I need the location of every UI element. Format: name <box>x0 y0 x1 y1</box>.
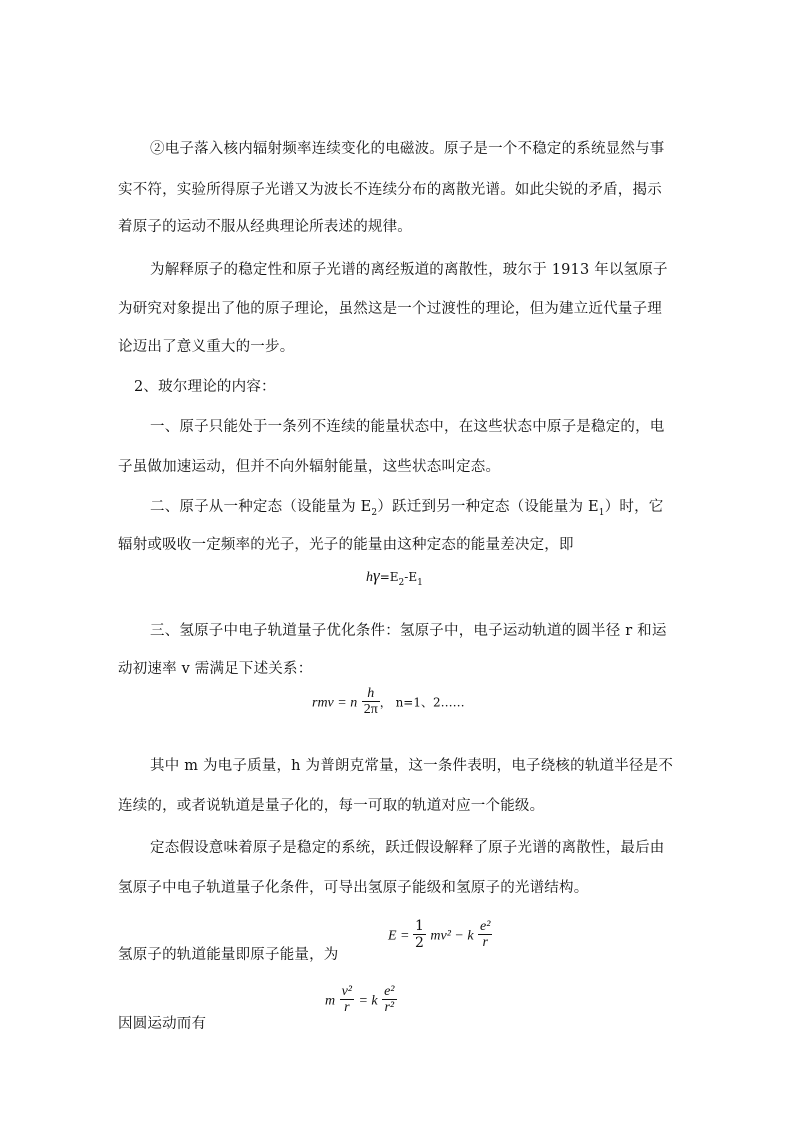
denominator: r <box>344 1000 350 1016</box>
fraction <box>340 984 354 1017</box>
text-span: 二、原子从一种定态（设能量为 E <box>150 499 372 515</box>
paragraph-line: 着原子的运动不服从经典理论所表述的规律。 <box>118 219 412 235</box>
numerator: 1 <box>415 918 424 934</box>
numerator: e² <box>480 919 491 934</box>
paragraph-line: 定态假设意味着原子是稳定的系统，跃迁假设解释了原子光谱的离散性，最后由 <box>150 840 665 856</box>
math-m: m <box>325 993 336 1009</box>
math-text: -E <box>404 570 418 584</box>
paragraph-line: 三、氢原子中电子轨道量子优化条件：氢原子中，电子运动轨道的圆半径 r 和运 <box>150 623 667 639</box>
paragraph-line: 一、原子只能处于一条列不连续的能量状态中，在这些状态中原子是稳定的，电 <box>150 419 665 435</box>
section-heading: 2、玻尔理论的内容： <box>134 379 276 395</box>
subscript: 2 <box>371 507 378 518</box>
fraction <box>362 686 380 719</box>
text-span: ）跃迁到另一种定态（设能量为 E <box>377 499 599 515</box>
numerator: v² <box>341 984 352 999</box>
paragraph-line: 辐射或吸收一定频率的光子，光子的能量由这种定态的能量差决定，即 <box>118 537 574 553</box>
subscript: 1 <box>417 577 423 588</box>
paragraph-line <box>150 495 664 518</box>
paragraph-line: 氢原子中电子轨道量子化条件，可导出氢原子能级和氢原子的光谱结构。 <box>118 880 589 896</box>
paragraph-line: ②电子落入核内辐射频率连续变化的电磁波。原子是一个不稳定的系统显然与事 <box>150 141 665 157</box>
paragraph-line: 连续的，或者说轨道是量子化的，每一可取的轨道对应一个能级。 <box>118 798 545 814</box>
math-gamma: γ <box>373 566 380 585</box>
math-mid: = k <box>358 993 378 1009</box>
fraction <box>382 984 396 1017</box>
equation-circular-motion <box>325 984 397 1017</box>
text-span: ）时，它 <box>604 499 664 515</box>
denominator: r <box>482 935 488 951</box>
paragraph-line: 论迈出了意义重大的一步。 <box>118 339 295 355</box>
paragraph-line: 为解释原子的稳定性和原子光谱的离经叛道的离散性，玻尔于 1913 年以氢原子 <box>150 262 668 278</box>
math-h: h <box>366 570 373 585</box>
fraction <box>478 919 492 952</box>
paragraph-line: 因圆运动而有 <box>118 1016 207 1032</box>
math-mid: mv² − k <box>430 928 474 944</box>
denominator: 2π <box>363 702 378 718</box>
paragraph-line: 实不符，实验所得原子光谱又为波长不连续分布的离散光谱。如此尖锐的矛盾，揭示 <box>118 182 662 198</box>
math-text: =E <box>379 570 399 584</box>
fraction <box>413 919 426 952</box>
numerator: e² <box>384 984 395 999</box>
math-lhs: E = <box>388 928 413 944</box>
paragraph-line: 为研究对象提出了他的原子理论，虽然这是一个过渡性的理论，但为建立近代量子理 <box>118 301 662 317</box>
equation-quantization <box>312 686 465 719</box>
paragraph-line: 氢原子的轨道能量即原子能量，为 <box>118 947 339 963</box>
numerator: h <box>362 686 380 702</box>
equation-photon-energy <box>366 566 423 588</box>
math-text: ， n=1、2…… <box>379 695 465 710</box>
math-lhs: rmv = n <box>312 695 358 711</box>
paragraph-line: 其中 m 为电子质量，h 为普朗克常量，这一条件表明，电子绕核的轨道半径是不 <box>150 758 674 774</box>
equation-energy <box>388 919 492 952</box>
paragraph-line: 动初速率 v 需满足下述关系： <box>118 661 313 677</box>
subscript: 2 <box>398 577 405 588</box>
subscript: 1 <box>598 507 605 518</box>
denominator: r² <box>384 1000 395 1016</box>
denominator: 2 <box>415 935 424 952</box>
paragraph-line: 子虽做加速运动，但并不向外辐射能量，这些状态叫定态。 <box>118 459 501 475</box>
